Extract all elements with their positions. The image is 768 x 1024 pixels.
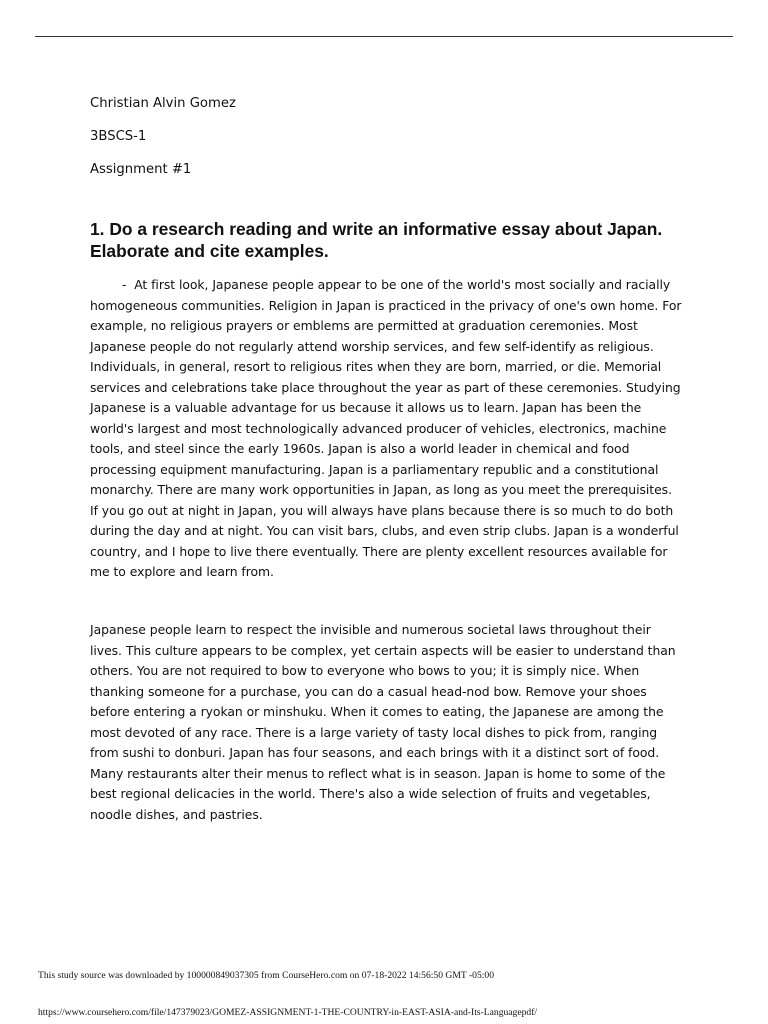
author-name: Christian Alvin Gomez xyxy=(90,96,236,111)
essay-paragraph-2: Japanese people learn to respect the invisible and numerous societal laws throughout their lives. This culture appears to be complex, yet certain aspects will be easier to understand than others. You are not required to bow to everyone who bows to you; it is simply nice. When thanking someone for a purchase, you can do a casual head-nod bow. Remove your shoes before entering a ryokan or minshuku. When it comes to eating, the Japanese are among the most devoted of any race. There is a large variety of tasty local dishes to pick from, ranging from sushi to donburi. Japan has four seasons, and each brings with it a distinct sort of food. Many restaurants alter their menus to reflect what is in season. Japan is home to some of the best regional delicacies in the world. There's also a wide selection of fruits and vegetables, noodle dishes, and pastries. xyxy=(90,622,676,822)
class-section: 3BSCS-1 xyxy=(90,129,147,144)
paragraph-dash: - xyxy=(122,277,127,292)
assignment-title: Assignment #1 xyxy=(90,162,192,177)
essay-paragraph-1 xyxy=(90,275,682,583)
download-notice: This study source was downloaded by 100000849037305 from CourseHero.com on 07-18-2022 14:56:50 GMT -05:00 xyxy=(38,970,495,981)
page-top-rule xyxy=(35,36,733,37)
paragraph-1-text: At first look, Japanese people appear to be one of the world's most socially and racially homogeneous communities. Religion in Japan is practiced in the privacy of one's own home. For example, no religious prayers or emblems are permitted at graduation ceremonies. Most Japanese people do not regularly attend worship services, and few self-identify as religious. Individuals, in general, resort to religious rites when they are born, married, or die. Memorial services and celebrations take place throughout the year as part of these ceremonies. Studying Japanese is a valuable advantage for us because it allows us to learn. Japan has been the world's largest and most technologically advanced producer of vehicles, electronics, machine tools, and steel since the early 1960s. Japan is also a world leader in chemical and food processing equipment manufacturing. Japan is a parliamentary republic and a constitutional monarchy. There are many work opportunities in Japan, as long as you meet the prerequisites. If you go out at night in Japan, you will always have plans because there is so much to do both during the day and at night. You can visit bars, clubs, and even strip clubs. Japan is a wonderful country, and I hope to live there eventually. There are plenty excellent resources available for me to explore and learn from. xyxy=(90,277,682,579)
question-heading: 1. Do a research reading and write an informative essay about Japan. Elaborate and cite examples. xyxy=(90,219,663,261)
source-url[interactable]: https://www.coursehero.com/file/147379023/GOMEZ-ASSIGNMENT-1-THE-COUNTRY-in-EAST-ASIA-and-Its-Languagepdf/ xyxy=(38,1007,538,1018)
